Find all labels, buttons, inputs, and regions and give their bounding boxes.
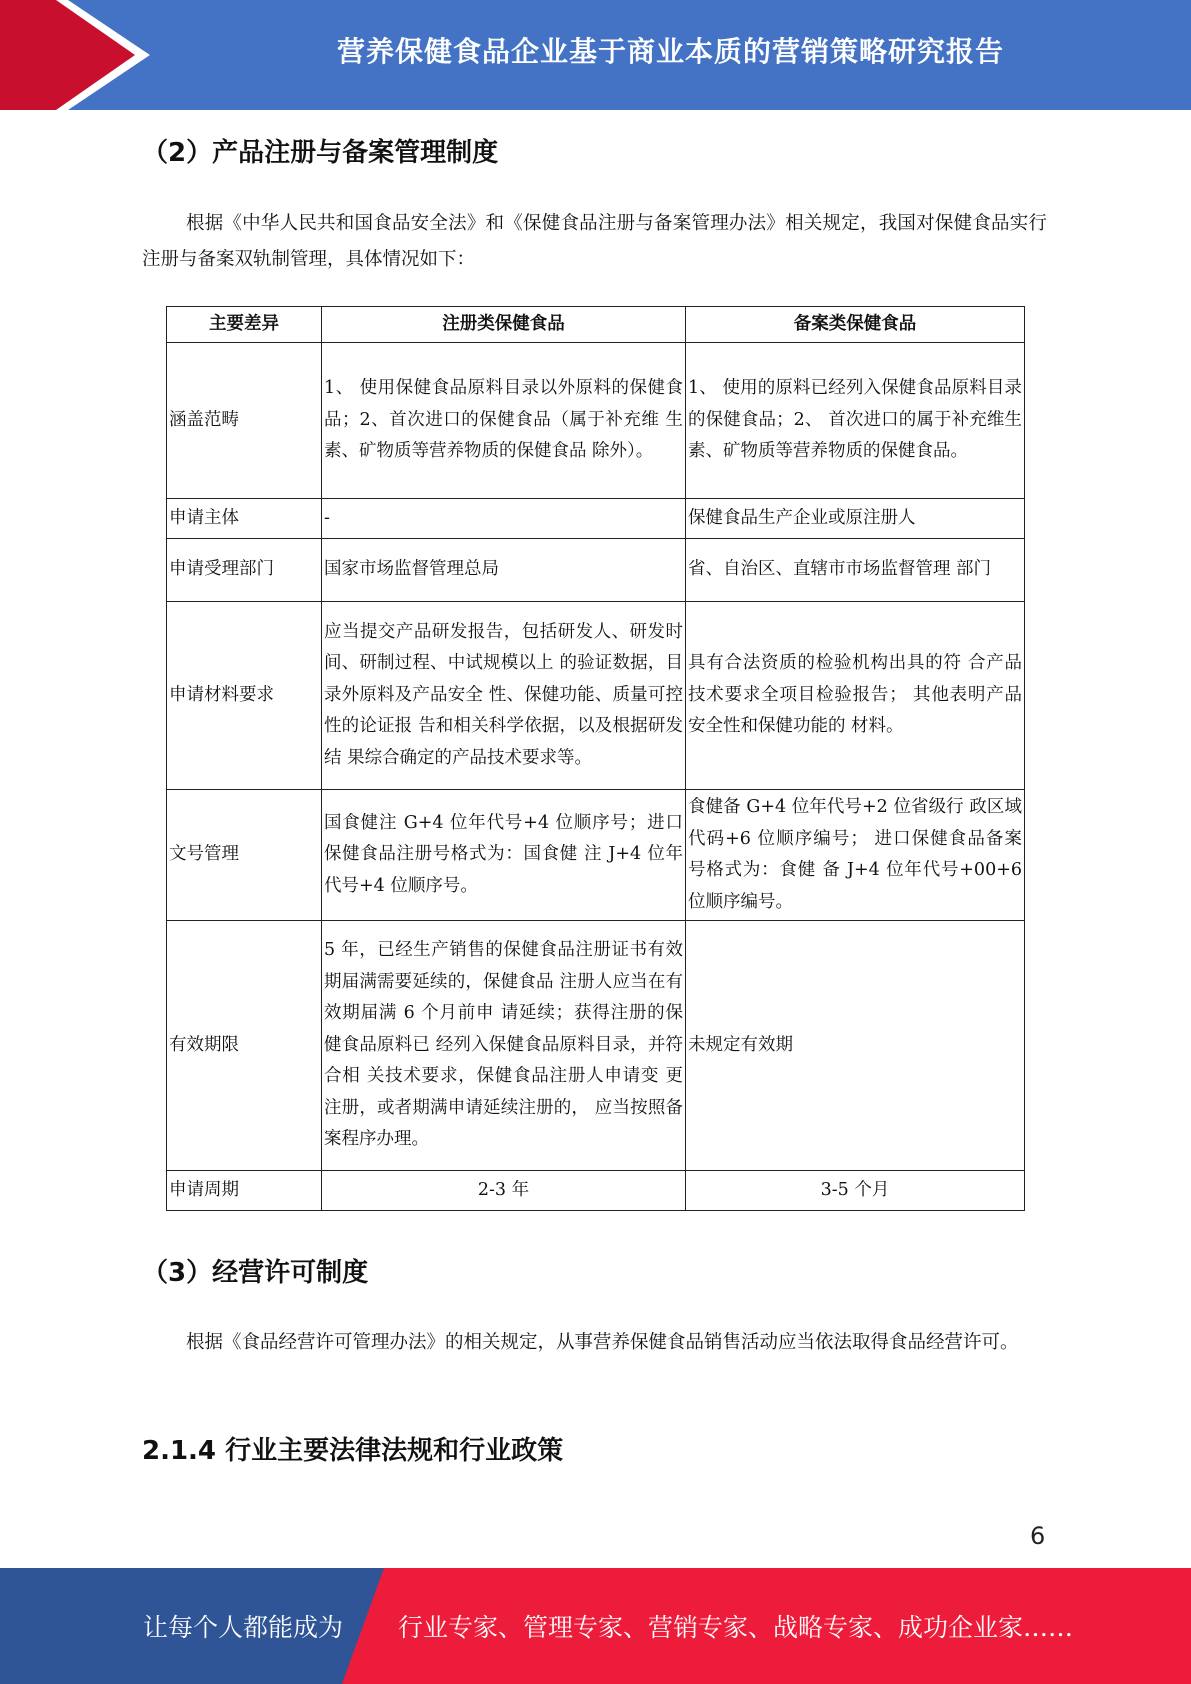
table-header-cell: 注册类保健食品 (322, 307, 686, 343)
table-row (167, 921, 1025, 1171)
table-cell: 省、自治区、直辖市市场监督管理 部门 (686, 539, 1025, 602)
footer-slogan-right: 行业专家、管理专家、营销专家、战略专家、成功企业家…… (398, 1613, 1074, 1642)
table-cell: 食健备 G+4 位年代号+2 位省级行 政区域代码+6 位顺序编号； 进口保健食品备案号格式为：食健 备 J+4 位年代号+00+6 位顺序编号。 (686, 790, 1025, 921)
table-row-label: 涵盖范畴 (167, 343, 322, 499)
table-cell: 保健食品生产企业或原注册人 (686, 499, 1025, 539)
table-header-row (167, 307, 1025, 343)
table-cell: - (322, 499, 686, 539)
header-banner (0, 0, 1191, 110)
section-paragraph-business-license: 根据《食品经营许可管理办法》的相关规定，从事营养保健食品销售活动应当依法取得食品经营许可。 (186, 1332, 1019, 1353)
table-header-cell: 备案类保健食品 (686, 307, 1025, 343)
table-row (167, 602, 1025, 790)
table-row (167, 1171, 1025, 1211)
table-row-label: 申请材料要求 (167, 602, 322, 790)
page-number: 6 (1030, 1522, 1046, 1550)
table-row-label: 申请受理部门 (167, 539, 322, 602)
section-heading-registration: （2）产品注册与备案管理制度 (142, 138, 499, 168)
section-heading-laws-policies: 2.1.4 行业主要法律法规和行业政策 (142, 1436, 564, 1466)
footer-banner (0, 1568, 1191, 1684)
table-row-label: 申请主体 (167, 499, 322, 539)
table-row (167, 499, 1025, 539)
table-cell: 具有合法资质的检验机构出具的符 合产品技术要求全项目检验报告； 其他表明产品安全性和保健功能的 材料。 (686, 602, 1025, 790)
table-cell: 1、 使用保健食品原料目录以外原料的保健食品；2、首次进口的保健食品（属于补充维 生素、矿物质等营养物质的保健食品 除外）。 (322, 343, 686, 499)
table-row-label: 申请周期 (167, 1171, 322, 1211)
header-arrow-decoration (0, 0, 160, 110)
footer-slogan-left: 让每个人都能成为 (143, 1613, 344, 1642)
table-cell: 应当提交产品研发报告，包括研发人、研发时间、研制过程、中试规模以上 的验证数据，目录外原料及产品安全 性、保健功能、质量可控性的论证报 告和相关科学依据，以及根据研发结 果综合确定的产品技术要求等。 (322, 602, 686, 790)
report-title: 营养保健食品企业基于商业本质的营销策略研究报告 (336, 35, 1004, 68)
table-row-label: 有效期限 (167, 921, 322, 1171)
section-heading-business-license: （3）经营许可制度 (142, 1258, 369, 1288)
table-cell: 未规定有效期 (686, 921, 1025, 1171)
section-paragraph-registration: 根据《中华人民共和国食品安全法》和《保健食品注册与备案管理办法》相关规定，我国对保健食品实行注册与备案双轨制管理，具体情况如下： (142, 213, 1047, 270)
table-cell: 国家市场监督管理总局 (322, 539, 686, 602)
table-cell: 5 年，已经生产销售的保健食品注册证书有效期届满需要延续的，保健食品 注册人应当在有效期届满 6 个月前申 请延续；获得注册的保健食品原料已 经列入保健食品原料目录，并符合相 关技术要求，保健食品注册人申请变 更注册，或者期满申请延续注册的， 应当按照备案程序办理。 (322, 921, 686, 1171)
table-row (167, 343, 1025, 499)
table-cell: 3-5 个月 (686, 1171, 1025, 1211)
table-cell: 2-3 年 (322, 1171, 686, 1211)
table-row (167, 790, 1025, 921)
table-header-cell: 主要差异 (167, 307, 322, 343)
table-cell: 1、 使用的原料已经列入保健食品原料目录的保健食品；2、 首次进口的属于补充维生素、矿物质等营养物质的保健食品。 (686, 343, 1025, 499)
registration-comparison-table (166, 306, 1025, 1211)
table-cell: 国食健注 G+4 位年代号+4 位顺序号；进口保健食品注册号格式为：国食健 注 J+4 位年代号+4 位顺序号。 (322, 790, 686, 921)
table-row (167, 539, 1025, 602)
table-row-label: 文号管理 (167, 790, 322, 921)
